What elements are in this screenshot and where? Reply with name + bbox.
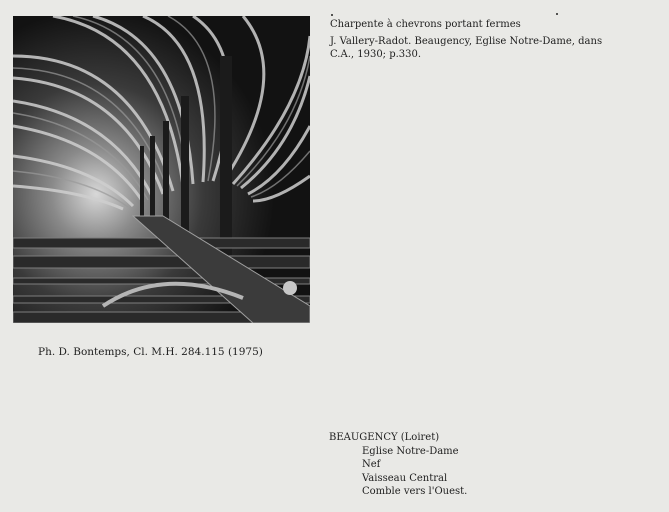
location-line-nave: Nef bbox=[362, 459, 381, 470]
location-line-vessel: Vaisseau Central bbox=[362, 472, 448, 484]
location-line-roof: Comble vers l'Ouest. bbox=[362, 486, 468, 497]
bibliographic-reference-continued: C.A., 1930; p.330. bbox=[330, 49, 422, 60]
roof-timber-photograph bbox=[13, 16, 310, 323]
photo-credit: Ph. D. Bontemps, Cl. M.H. 284.115 (1975) bbox=[38, 346, 263, 358]
paper-speck bbox=[556, 13, 558, 15]
paper-speck bbox=[331, 14, 333, 16]
bibliographic-reference: J. Vallery-Radot. Beaugency, Eglise Notre-Dame, dans bbox=[330, 36, 603, 47]
location-block bbox=[329, 431, 467, 499]
location-line-church: Eglise Notre-Dame bbox=[362, 445, 459, 457]
location-town: BEAUGENCY (Loiret) bbox=[329, 432, 440, 443]
photo-caption-title: Charpente à chevrons portant fermes bbox=[330, 19, 521, 30]
